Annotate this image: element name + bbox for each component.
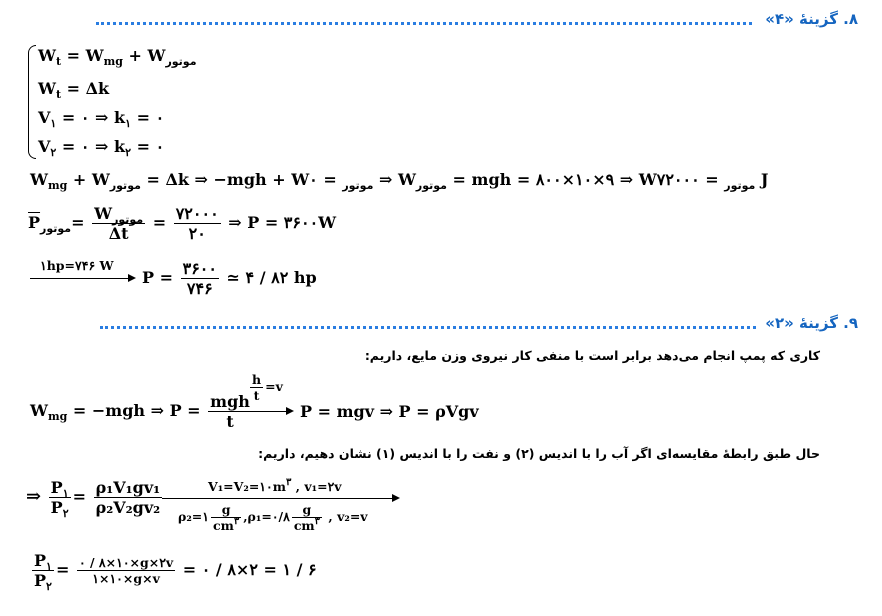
pump-power-rhs: P = mgv ⇒ P = ρVgv <box>300 402 479 421</box>
system-brace <box>28 45 36 159</box>
velocity-arrow-label: $\frac{h}{t}$ =v <box>252 372 283 403</box>
system-line-2: $W_t = \Delta k$ <box>38 79 110 101</box>
system-line-1: $W_t = W_{mg} + W_{موتور}$ <box>38 46 197 68</box>
final-ratio-equation: $\frac{P_۱}{P_۲}$ = $\frac{۰ / ۸\times ۱۰\times g\times ۲v}{۱\times ۱۰\times g\times v}$ = ۰ / ۸×۲ = ۱ / ۶ <box>34 551 317 593</box>
power-ratio-equation: ⇒ $\frac{P_۱}{P_۲}$ = $\frac{\text{ρ₁V₁gv₁}}{\text{ρ₂V₂gv₂}}$ <box>26 478 161 520</box>
system-line-3: $V_۱$ = ۰ ⇒ $k_۱$ = ۰ <box>38 108 165 130</box>
section-9-comparison-text: حال طبق رابطهٔ مقایسه‌ای اگر آب را با اندیس (۲) و نفت را با اندیس (۱) نشان دهیم، داریم: <box>258 446 820 461</box>
section-8-header: ۸. گزینهٔ «۴» <box>765 10 858 28</box>
hp-equation: P = $\frac{۳۶۰۰}{۷۴۶}$ ≃ ۴ / ۸۲ hp <box>142 259 317 298</box>
hp-arrow-label: ۱hp=۷۴۶ W <box>40 258 114 273</box>
section-9-divider <box>100 326 756 329</box>
system-line-4: $V_۲$ = ۰ ⇒ $k_۲$ = ۰ <box>38 137 165 159</box>
section-8-divider <box>96 22 752 25</box>
hp-conversion-arrow <box>30 278 134 279</box>
section-9-header: ۹. گزینهٔ «۲» <box>765 314 858 332</box>
ratio-arrow-bottom-label: ρ₂=۱ $\frac{g}{cm^۳}$ ,ρ₁=۰/۸ $\frac{g}{cm^۳}$ , v₂=v <box>178 502 368 533</box>
power-equation: $\overline{P}_{موتور}=$ $\frac{W_{موتور}}{\Delta t}$ = $\frac{۷۲۰۰۰}{۲۰}$ ⇒ P = ۳۶۰۰W <box>28 204 337 243</box>
pump-work-lhs: $W_{mg} = -mgh$ ⇒ P = $\frac{\text{mgh}}{t}$ <box>30 392 250 431</box>
section-9-intro: کاری که پمپ انجام می‌دهد برابر است با منفی کار نیروی وزن مایع، داریم: <box>364 348 820 363</box>
work-equation: $W_{mg} + W_{موتور} = \Delta k$ ⇒ −mgh + W $_{موتور}$ = ۰ ⇒ $W_{موتور}$ = mgh = ۸۰۰×۱۰×۹ ⇒ W $_{موتور}$ = ۷۲۰۰۰ J <box>30 170 769 192</box>
ratio-arrow <box>162 498 398 499</box>
ratio-arrow-top-label: $V_1=V_2=۱۰m^۳$ , v₁=۲v <box>208 477 342 494</box>
velocity-arrow <box>232 411 292 412</box>
